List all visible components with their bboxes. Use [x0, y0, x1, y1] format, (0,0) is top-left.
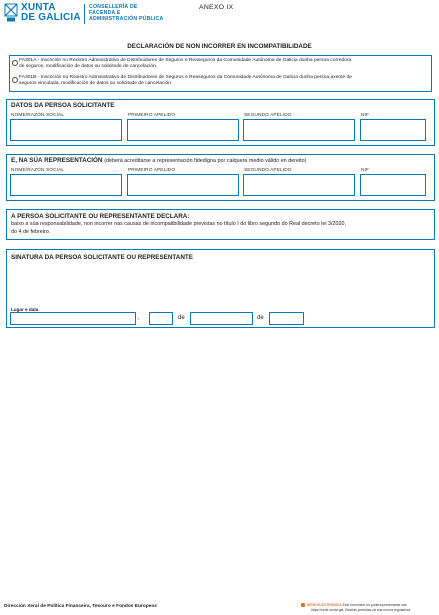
day-field[interactable]: [149, 312, 173, 325]
department-line: FACENDA E: [89, 10, 121, 16]
representative-title: E, NA SÚA REPRESENTACIÓN: [11, 157, 103, 164]
procedure-line: FA301A - Inscrición no Rexistro Administrativo de Distribuidores de Seguros e Reaseguros da Comunidade Autónoma de Galicia dunha persoa corredora: [19, 58, 352, 63]
galicia-shield-icon: [4, 3, 18, 23]
comma-separator: ,: [138, 315, 140, 321]
applicant-surname2-field[interactable]: [243, 119, 355, 141]
logo-xunta: XUNTA: [21, 2, 56, 13]
de-separator-2: de: [257, 315, 264, 321]
procedure-line: de seguros, modificación de datos ou solicitude de cancelación.: [19, 64, 158, 69]
applicant-nif-label: NIF: [361, 113, 370, 118]
electronic-office-label: SEDE ELECTRÓNICA: [307, 603, 342, 607]
applicant-nif-field[interactable]: [360, 119, 426, 141]
footer-issuer: Dirección Xeral de Política Financeira, Tesouro e Fondos Europeos: [4, 604, 157, 609]
place-date-label: Lugar e data: [11, 307, 39, 312]
declaration-line: baixo a súa responsabilidade, non incorrer nas causas de incompatibilidade previstas no título I do libro segundo do Real decreto lei 3/2020,: [11, 221, 347, 227]
declaration-text: [11, 221, 431, 236]
year-field[interactable]: [269, 312, 304, 325]
footer-notice-line-2: https://sede.xunta.gal. Restras previstas na súa norma reguladora: [311, 608, 411, 612]
footer-notice-text: Este formulario só poderá presentarse nas: [342, 603, 407, 607]
representative-surname1-label: PRIMEIRO APELIDO: [128, 168, 176, 173]
place-field[interactable]: [10, 312, 136, 325]
month-field[interactable]: [190, 312, 253, 325]
electronic-office-icon: [301, 603, 305, 607]
procedure-line: seguros vinculada, modificación de datos ou solicitude de cancelación.: [19, 81, 173, 86]
de-separator-1: de: [178, 315, 185, 321]
annex-label: ANEXO IX: [199, 4, 234, 11]
applicant-surname2-label: SEGUNDO APELIDO: [244, 113, 292, 118]
representative-nif-field[interactable]: [360, 174, 426, 196]
applicant-surname1-field[interactable]: [127, 119, 239, 141]
representative-surname1-field[interactable]: [127, 174, 239, 196]
representative-note: (deberá acreditarse a representación fidedigna por calquera medio válido en dereito): [104, 158, 307, 164]
procedure-radio-fa301b[interactable]: [12, 77, 18, 83]
applicant-section-title: DATOS DA PERSOA SOLICITANTE: [11, 102, 115, 109]
declaration-line: do 4 de febreiro.: [11, 228, 51, 235]
procedure-radio-fa301a[interactable]: [12, 60, 18, 66]
representative-surname2-field[interactable]: [243, 174, 355, 196]
logo-divider: [84, 4, 85, 24]
declaration-title: A PERSOA SOLICITANTE OU REPRESENTANTE DECLARA:: [11, 213, 190, 220]
representative-nif-label: NIF: [361, 168, 370, 173]
procedure-line: FA301B - Inscrición no Rexistro Administrativo de Distribuidores de Seguros e Reaseguros da Comunidade Autónoma de Galicia dunha persoa axente de: [19, 75, 353, 80]
footer-notice-line-1: [307, 603, 407, 607]
procedure-text-fa301a: [19, 58, 429, 70]
procedure-text-fa301b: [19, 75, 429, 87]
applicant-surname1-label: PRIMEIRO APELIDO: [128, 113, 176, 118]
representative-surname2-label: SEGUNDO APELIDO: [244, 168, 292, 173]
signature-title: SINATURA DA PERSOA SOLICITANTE OU REPRESENTANTE: [11, 254, 193, 261]
representative-section-title: [11, 157, 306, 164]
department-line: CONSELLERÍA DE: [89, 4, 138, 10]
department-line: ADMINISTRACIÓN PÚBLICA: [89, 16, 164, 22]
document-title: DECLARACIÓN DE NON INCORRER EN INCOMPATIBILIDADE: [127, 43, 312, 50]
representative-name-label: NOME/RAZÓN SOCIAL: [11, 168, 65, 173]
applicant-name-label: NOME/RAZÓN SOCIAL: [11, 113, 65, 118]
representative-name-field[interactable]: [10, 174, 122, 196]
applicant-name-field[interactable]: [10, 119, 122, 141]
logo-galicia: DE GALICIA: [21, 12, 81, 23]
